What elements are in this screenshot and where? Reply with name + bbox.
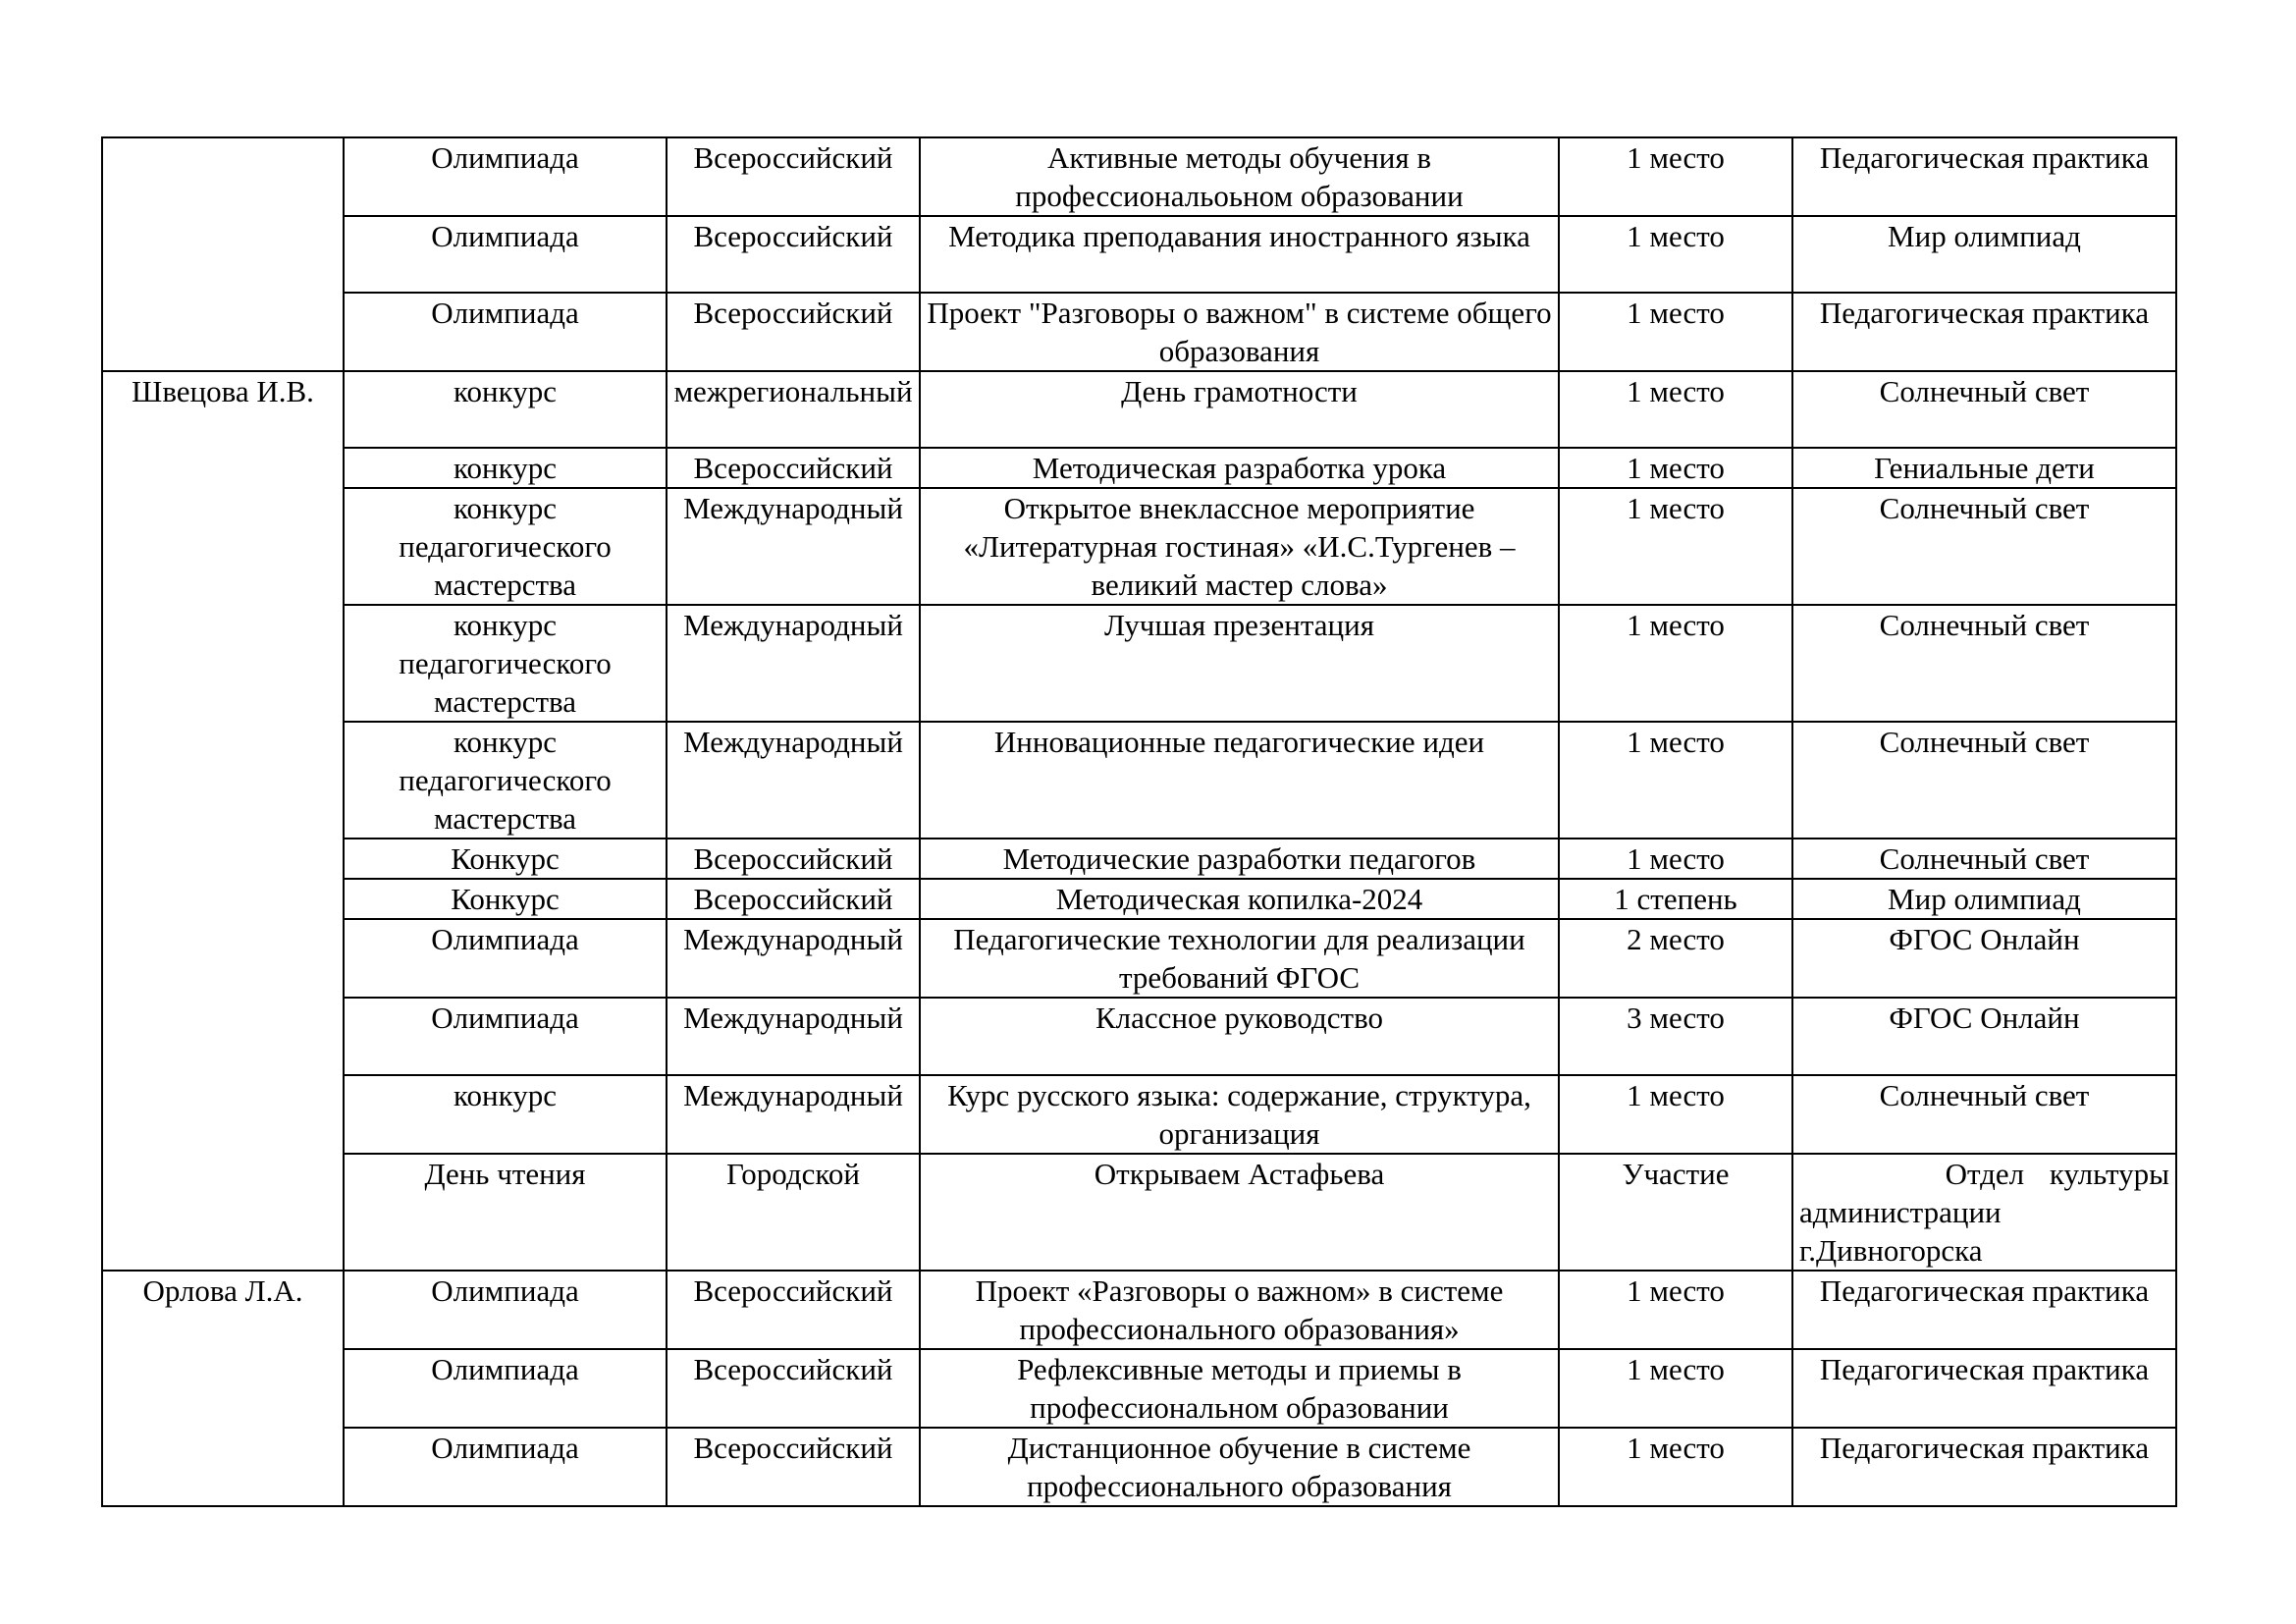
table-row xyxy=(102,488,2176,605)
table-row xyxy=(102,1349,2176,1428)
event-level-cell: Всероссийский xyxy=(667,879,920,919)
result-cell: 1 место xyxy=(1559,1428,1792,1506)
table-row xyxy=(102,293,2176,371)
event-level-cell: Международный xyxy=(667,919,920,998)
event-title-cell: Методическая копилка-2024 xyxy=(920,879,1559,919)
event-level-cell: Всероссийский xyxy=(667,1349,920,1428)
event-type-cell: Олимпиада xyxy=(344,919,667,998)
event-title-cell: Открытое внеклассное мероприятие «Литературная гостиная» «И.С.Тургенев – великий мастер слова» xyxy=(920,488,1559,605)
event-type-cell: Олимпиада xyxy=(344,137,667,216)
event-level-cell: Всероссийский xyxy=(667,293,920,371)
event-type-cell: Олимпиада xyxy=(344,1271,667,1349)
table-row xyxy=(102,1271,2176,1349)
result-cell: Участие xyxy=(1559,1154,1792,1271)
table-row xyxy=(102,919,2176,998)
table-row xyxy=(102,1075,2176,1154)
event-title-cell: Инновационные педагогические идеи xyxy=(920,722,1559,839)
event-level-cell: Международный xyxy=(667,998,920,1075)
organizer-line: Отдел культуры xyxy=(1945,1157,2169,1191)
organizer-cell: Солнечный свет xyxy=(1792,605,2176,722)
result-cell: 2 место xyxy=(1559,919,1792,998)
event-type-cell: конкурс педагогического мастерства xyxy=(344,605,667,722)
event-title-cell: Методика преподавания иностранного языка xyxy=(920,216,1559,293)
organizer-cell: ФГОС Онлайн xyxy=(1792,998,2176,1075)
teacher-name-cell: Швецова И.В. xyxy=(102,371,344,1271)
table-row xyxy=(102,371,2176,448)
result-cell: 1 место xyxy=(1559,448,1792,488)
organizer-cell xyxy=(1792,1154,2176,1271)
table-row xyxy=(102,839,2176,879)
organizer-cell: Солнечный свет xyxy=(1792,371,2176,448)
result-cell: 1 место xyxy=(1559,722,1792,839)
table-row xyxy=(102,879,2176,919)
event-type-cell: Конкурс xyxy=(344,879,667,919)
table-row xyxy=(102,137,2176,216)
organizer-cell: Педагогическая практика xyxy=(1792,137,2176,216)
organizer-cell: Гениальные дети xyxy=(1792,448,2176,488)
result-cell: 1 место xyxy=(1559,216,1792,293)
event-type-cell: конкурс xyxy=(344,371,667,448)
event-type-cell: Олимпиада xyxy=(344,216,667,293)
event-title-cell: Лучшая презентация xyxy=(920,605,1559,722)
event-type-cell: конкурс xyxy=(344,448,667,488)
organizer-cell: Педагогическая практика xyxy=(1792,1349,2176,1428)
event-level-cell: Международный xyxy=(667,488,920,605)
event-level-cell: Всероссийский xyxy=(667,1428,920,1506)
result-cell: 1 место xyxy=(1559,371,1792,448)
event-title-cell: Классное руководство xyxy=(920,998,1559,1075)
event-level-cell: Городской xyxy=(667,1154,920,1271)
organizer-line: администрации г.Дивногорска xyxy=(1799,1195,2002,1268)
event-title-cell: Рефлексивные методы и приемы в профессиональном образовании xyxy=(920,1349,1559,1428)
event-title-cell: Педагогические технологии для реализации требований ФГОС xyxy=(920,919,1559,998)
event-type-cell: День чтения xyxy=(344,1154,667,1271)
event-level-cell: Всероссийский xyxy=(667,1271,920,1349)
organizer-cell: Мир олимпиад xyxy=(1792,216,2176,293)
result-cell: 1 место xyxy=(1559,1349,1792,1428)
result-cell: 1 степень xyxy=(1559,879,1792,919)
event-level-cell: Всероссийский xyxy=(667,137,920,216)
event-title-cell: Проект «Разговоры о важном» в системе профессионального образования» xyxy=(920,1271,1559,1349)
organizer-cell: Педагогическая практика xyxy=(1792,293,2176,371)
event-type-cell: конкурс xyxy=(344,1075,667,1154)
event-type-cell: Конкурс xyxy=(344,839,667,879)
event-type-cell: Олимпиада xyxy=(344,998,667,1075)
event-title-cell: День грамотности xyxy=(920,371,1559,448)
table-row xyxy=(102,722,2176,839)
event-level-cell: Всероссийский xyxy=(667,839,920,879)
result-cell: 1 место xyxy=(1559,605,1792,722)
organizer-cell: Солнечный свет xyxy=(1792,839,2176,879)
event-type-cell: Олимпиада xyxy=(344,1349,667,1428)
event-title-cell: Методические разработки педагогов xyxy=(920,839,1559,879)
event-type-cell: конкурс педагогического мастерства xyxy=(344,722,667,839)
organizer-cell: Педагогическая практика xyxy=(1792,1428,2176,1506)
event-title-cell: Активные методы обучения в профессиональоьном образовании xyxy=(920,137,1559,216)
result-cell: 3 место xyxy=(1559,998,1792,1075)
event-title-cell: Методическая разработка урока xyxy=(920,448,1559,488)
table-row xyxy=(102,216,2176,293)
event-type-cell: Олимпиада xyxy=(344,1428,667,1506)
result-cell: 1 место xyxy=(1559,488,1792,605)
result-cell: 1 место xyxy=(1559,839,1792,879)
result-cell: 1 место xyxy=(1559,293,1792,371)
awards-table xyxy=(101,136,2177,1507)
event-title-cell: Курс русского языка: содержание, структура, организация xyxy=(920,1075,1559,1154)
table-row xyxy=(102,1428,2176,1506)
organizer-cell: Солнечный свет xyxy=(1792,722,2176,839)
event-level-cell: Международный xyxy=(667,1075,920,1154)
table-row xyxy=(102,998,2176,1075)
event-level-cell: Международный xyxy=(667,722,920,839)
event-level-cell: Всероссийский xyxy=(667,448,920,488)
teacher-name-cell xyxy=(102,137,344,371)
event-level-cell: Международный xyxy=(667,605,920,722)
event-level-cell: Всероссийский xyxy=(667,216,920,293)
event-type-cell: Олимпиада xyxy=(344,293,667,371)
event-title-cell: Открываем Астафьева xyxy=(920,1154,1559,1271)
event-type-cell: конкурс педагогического мастерства xyxy=(344,488,667,605)
organizer-cell: ФГОС Онлайн xyxy=(1792,919,2176,998)
table-row xyxy=(102,605,2176,722)
result-cell: 1 место xyxy=(1559,1075,1792,1154)
result-cell: 1 место xyxy=(1559,1271,1792,1349)
event-title-cell: Дистанционное обучение в системе профессионального образования xyxy=(920,1428,1559,1506)
organizer-cell: Педагогическая практика xyxy=(1792,1271,2176,1349)
teacher-name-cell: Орлова Л.А. xyxy=(102,1271,344,1506)
result-cell: 1 место xyxy=(1559,137,1792,216)
event-level-cell: межрегиональный xyxy=(667,371,920,448)
table-row xyxy=(102,1154,2176,1271)
table-row xyxy=(102,448,2176,488)
organizer-cell: Солнечный свет xyxy=(1792,1075,2176,1154)
event-title-cell: Проект "Разговоры о важном" в системе общего образования xyxy=(920,293,1559,371)
organizer-cell: Солнечный свет xyxy=(1792,488,2176,605)
organizer-cell: Мир олимпиад xyxy=(1792,879,2176,919)
